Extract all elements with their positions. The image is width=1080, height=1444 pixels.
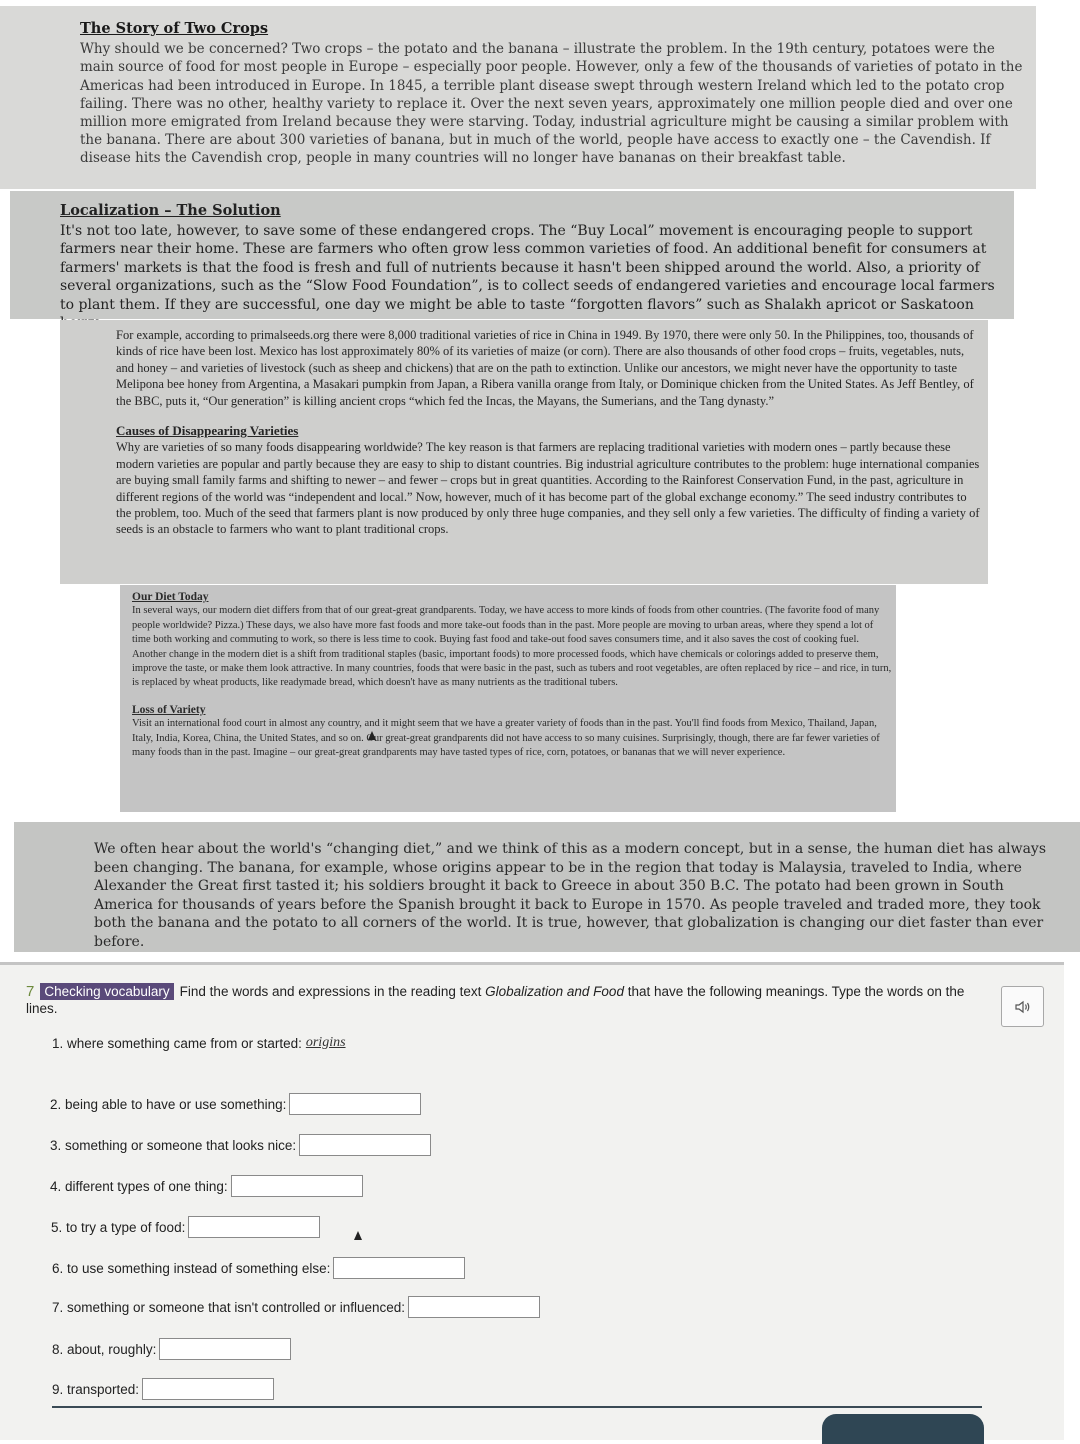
vocab-item-3 bbox=[50, 1132, 431, 1158]
vocab-item-2 bbox=[50, 1091, 421, 1117]
section-body: In several ways, our modern diet differs from that of our great-great grandparents. Today, we have access to more kinds of foods from other countries. (The favorite food of many people worldwide? Pizza.) These days, we also have more fast foods and more take-out foods than in the past. More people are moving to urban areas, where they spend a lot of time both working and commuting to work, so there is less time to cook. Buying fast food and take-out food saves consumers time, and it also saves the cost of cooking fuel. Another change in the modern diet is a shift from traditional staples (basic, important foods) to more processed foods, which have chemicals or colorings added to preserve them, improve the taste, or make them look attractive. In many countries, foods that were basic in the past, such as tubers and root vegetables, are often replaced by rice – and rice, in turn, is replaced by wheat products, like readymade bread, which doesn't have as many nutrients as the traditional tubers. bbox=[132, 605, 892, 689]
reading-panel-our-diet-today bbox=[120, 585, 896, 812]
vocab-answer-input-8[interactable] bbox=[159, 1338, 291, 1360]
exercise-instructions bbox=[26, 983, 976, 1017]
section-title: Our Diet Today bbox=[132, 591, 209, 603]
vocab-item-label: 2. being able to have or use something: bbox=[50, 1096, 287, 1112]
section-body: It's not too late, however, to save some of these endangered crops. The “Buy Local” movement is encouraging people to support farmers near their home. These are farmers who often grow less common varieties of food. An additional benefit for consumers at farmers' markets is that the food is fresh and full of nutrients because it hasn't been shipped around the world. Also, a priority of several organizations, such as the “Slow Food Foundation”, is to collect seeds of endangered varieties and encourage local farmers to plant them. If they are successful, one day we might be able to taste “forgotten flavors” such as Shalakh apricot or Saskatoon bbox=[60, 222, 995, 313]
mouse-cursor-icon bbox=[368, 731, 376, 740]
vocab-item-label: 5. to try a type of food: bbox=[51, 1219, 186, 1235]
instruction-text-a: Find the words and expressions in the reading text bbox=[179, 984, 486, 999]
reading-panel-causes bbox=[60, 320, 988, 584]
section-title-loss-of-variety: Loss of Variety bbox=[132, 703, 206, 716]
vocab-answer-input-3[interactable] bbox=[299, 1134, 431, 1156]
vocab-item-4 bbox=[50, 1173, 363, 1199]
vocab-answer-input-5[interactable] bbox=[188, 1216, 320, 1238]
vocab-item-label: 7. something or someone that isn't controlled or influenced: bbox=[52, 1299, 406, 1315]
vocab-item-label: 9. transported: bbox=[52, 1381, 140, 1397]
reading-panel-changing-diet bbox=[14, 822, 1080, 952]
vocab-item-label: 3. something or someone that looks nice: bbox=[50, 1137, 297, 1153]
vocab-item-8 bbox=[52, 1336, 291, 1362]
speaker-icon bbox=[1015, 1000, 1031, 1014]
reading-panel-story-of-two-crops bbox=[0, 6, 1036, 189]
vocab-item-6 bbox=[52, 1255, 465, 1281]
exercise-badge: Checking vocabulary bbox=[40, 983, 173, 1000]
exercise-checking-vocabulary bbox=[0, 962, 1064, 1440]
section-intro: For example, according to primalseeds.org there were 8,000 traditional varieties of rice in China in 1949. By 1970, there were only 50. In the Philippines, too, thousands of kinds of rice have been lost. Mexico has lost approximately 80% of its varieties of maize (or corn). There are also thousands of other food crops – fruits, vegetables, nuts, and honey – and varieties of livestock (such as sheep and chickens) that are on the path to extinction. Unlike our ancestors, we might never have the opportunity to taste Melipona bee honey from Argentina, a Masakari pumpkin from Japan, a Ribera vanilla orange from Italy, or Dominique chicken from the United States. As Jeff Bentley, of the BBC, puts it, “Our generation” is killing ancient crops “which fed the Incas, the Mayans, the Sumerians, and the Tang dynasty.” bbox=[116, 328, 974, 408]
audio-button[interactable] bbox=[1001, 986, 1044, 1027]
section-title: Causes of Disappearing Varieties bbox=[116, 423, 299, 439]
divider bbox=[52, 1406, 982, 1408]
vocab-item-label: 6. to use something instead of something else: bbox=[52, 1260, 331, 1276]
section-title: The Story of Two Crops bbox=[80, 20, 269, 37]
section-body: Why should we be concerned? Two crops – the potato and the banana – illustrate the problem. In the 19th century, potatoes were the main source of food for most people in Europe – especially poor people. However, only a few of the thousands of varieties of potato in the Americas had been introduced in Europe. In 1845, a terrible plant disease swept through western Ireland which led to the potato crop failing. There was no other, healthy variety to replace it. Over the next seven years, approximately one million people died and over one million more emigrated from Ireland because they were starving. Today, industrial agriculture might be causing a similar problem with the banana. There are about 300 varieties of banana, but in much of the world, people have access to exactly one – the Cavendish. If disease hits the Cavendish crop, people in many countries will no longer have bananas on their breakfast table. bbox=[80, 41, 1023, 167]
vocab-item-7 bbox=[52, 1294, 540, 1320]
vocab-item-label: 8. about, roughly: bbox=[52, 1341, 157, 1357]
instruction-reading-title: Globalization and Food bbox=[485, 984, 624, 999]
reading-panel-localization bbox=[10, 191, 1014, 319]
exercise-number: 7 bbox=[26, 983, 35, 1000]
vocab-item-1 bbox=[52, 1030, 346, 1056]
vocab-answer-input-4[interactable] bbox=[231, 1175, 363, 1197]
instruction-text-b: that have the following meanings. Type the words on the lines. bbox=[26, 984, 965, 1016]
vocab-item-9 bbox=[52, 1376, 274, 1402]
vocab-answer-origins: origins bbox=[305, 1035, 346, 1050]
vocab-answer-input-7[interactable] bbox=[408, 1296, 540, 1318]
vocab-answer-input-2[interactable] bbox=[289, 1093, 421, 1115]
vocab-item-label: 4. different types of one thing: bbox=[50, 1178, 228, 1194]
vocab-item-label: 1. where something came from or started: bbox=[52, 1035, 302, 1051]
vocab-item-5 bbox=[51, 1214, 320, 1240]
section-body: We often hear about the world's “changing diet,” and we think of this as a modern concept, but in a sense, the human diet has always been changing. The banana, for example, whose origins appear to be in the region that today is Malaysia, traveled to India, where Alexander the Great first tasted it; his soldiers brought it back to Greece in about 350 B.C. The potato had been grown in South America for thousands of years before the Spanish brought it back to Europe in 1570. As people traveled and traded more, they took both the banana and the potato to all corners of the world. It is true, however, that globalization is changing our diet faster than ever before. bbox=[94, 841, 1047, 950]
mouse-cursor-icon bbox=[354, 1231, 362, 1240]
section-body: Why are varieties of so many foods disappearing worldwide? The key reason is that farmers are replacing traditional varieties with modern ones – partly because these modern varieties are popular and partly because they are easy to ship to distant countries. Big industrial agriculture contributes to the problem: huge international companies are buying small family farms and shifting to newer – and fewer – crops but in great quantities. According to the Rainforest Conservation Fund, in the past, agriculture in different regions of the world was “independent and local.” Now, however, much of it has become part of the global exchange economy.” The seed industry contributes to the problem, too. Much of the seed that farmers plant is now produced by only three huge companies, and they sell only a few varieties. The difficulty of finding a variety of seeds is an obstacle to farmers who want to plant traditional crops. bbox=[116, 440, 980, 537]
vocab-answer-input-9[interactable] bbox=[142, 1378, 274, 1400]
vocab-answer-input-6[interactable] bbox=[333, 1257, 465, 1279]
section-body-loss-of-variety: Visit an international food court in almost any country, and it might seem that we have a greater variety of foods than in the past. You'll find foods from Mexico, Thailand, Japan, Italy, India, Korea, China, the United States, and so on. Our great-great grandparents did not have access to so many cuisines. Surprisingly, though, there are far fewer varieties of many foods than in the past. Imagine – our great-great grandparents may have tasted types of rice, corn, potatoes, or bananas that we will never experience. bbox=[132, 718, 880, 759]
section-title: Localization – The Solution bbox=[60, 202, 281, 219]
